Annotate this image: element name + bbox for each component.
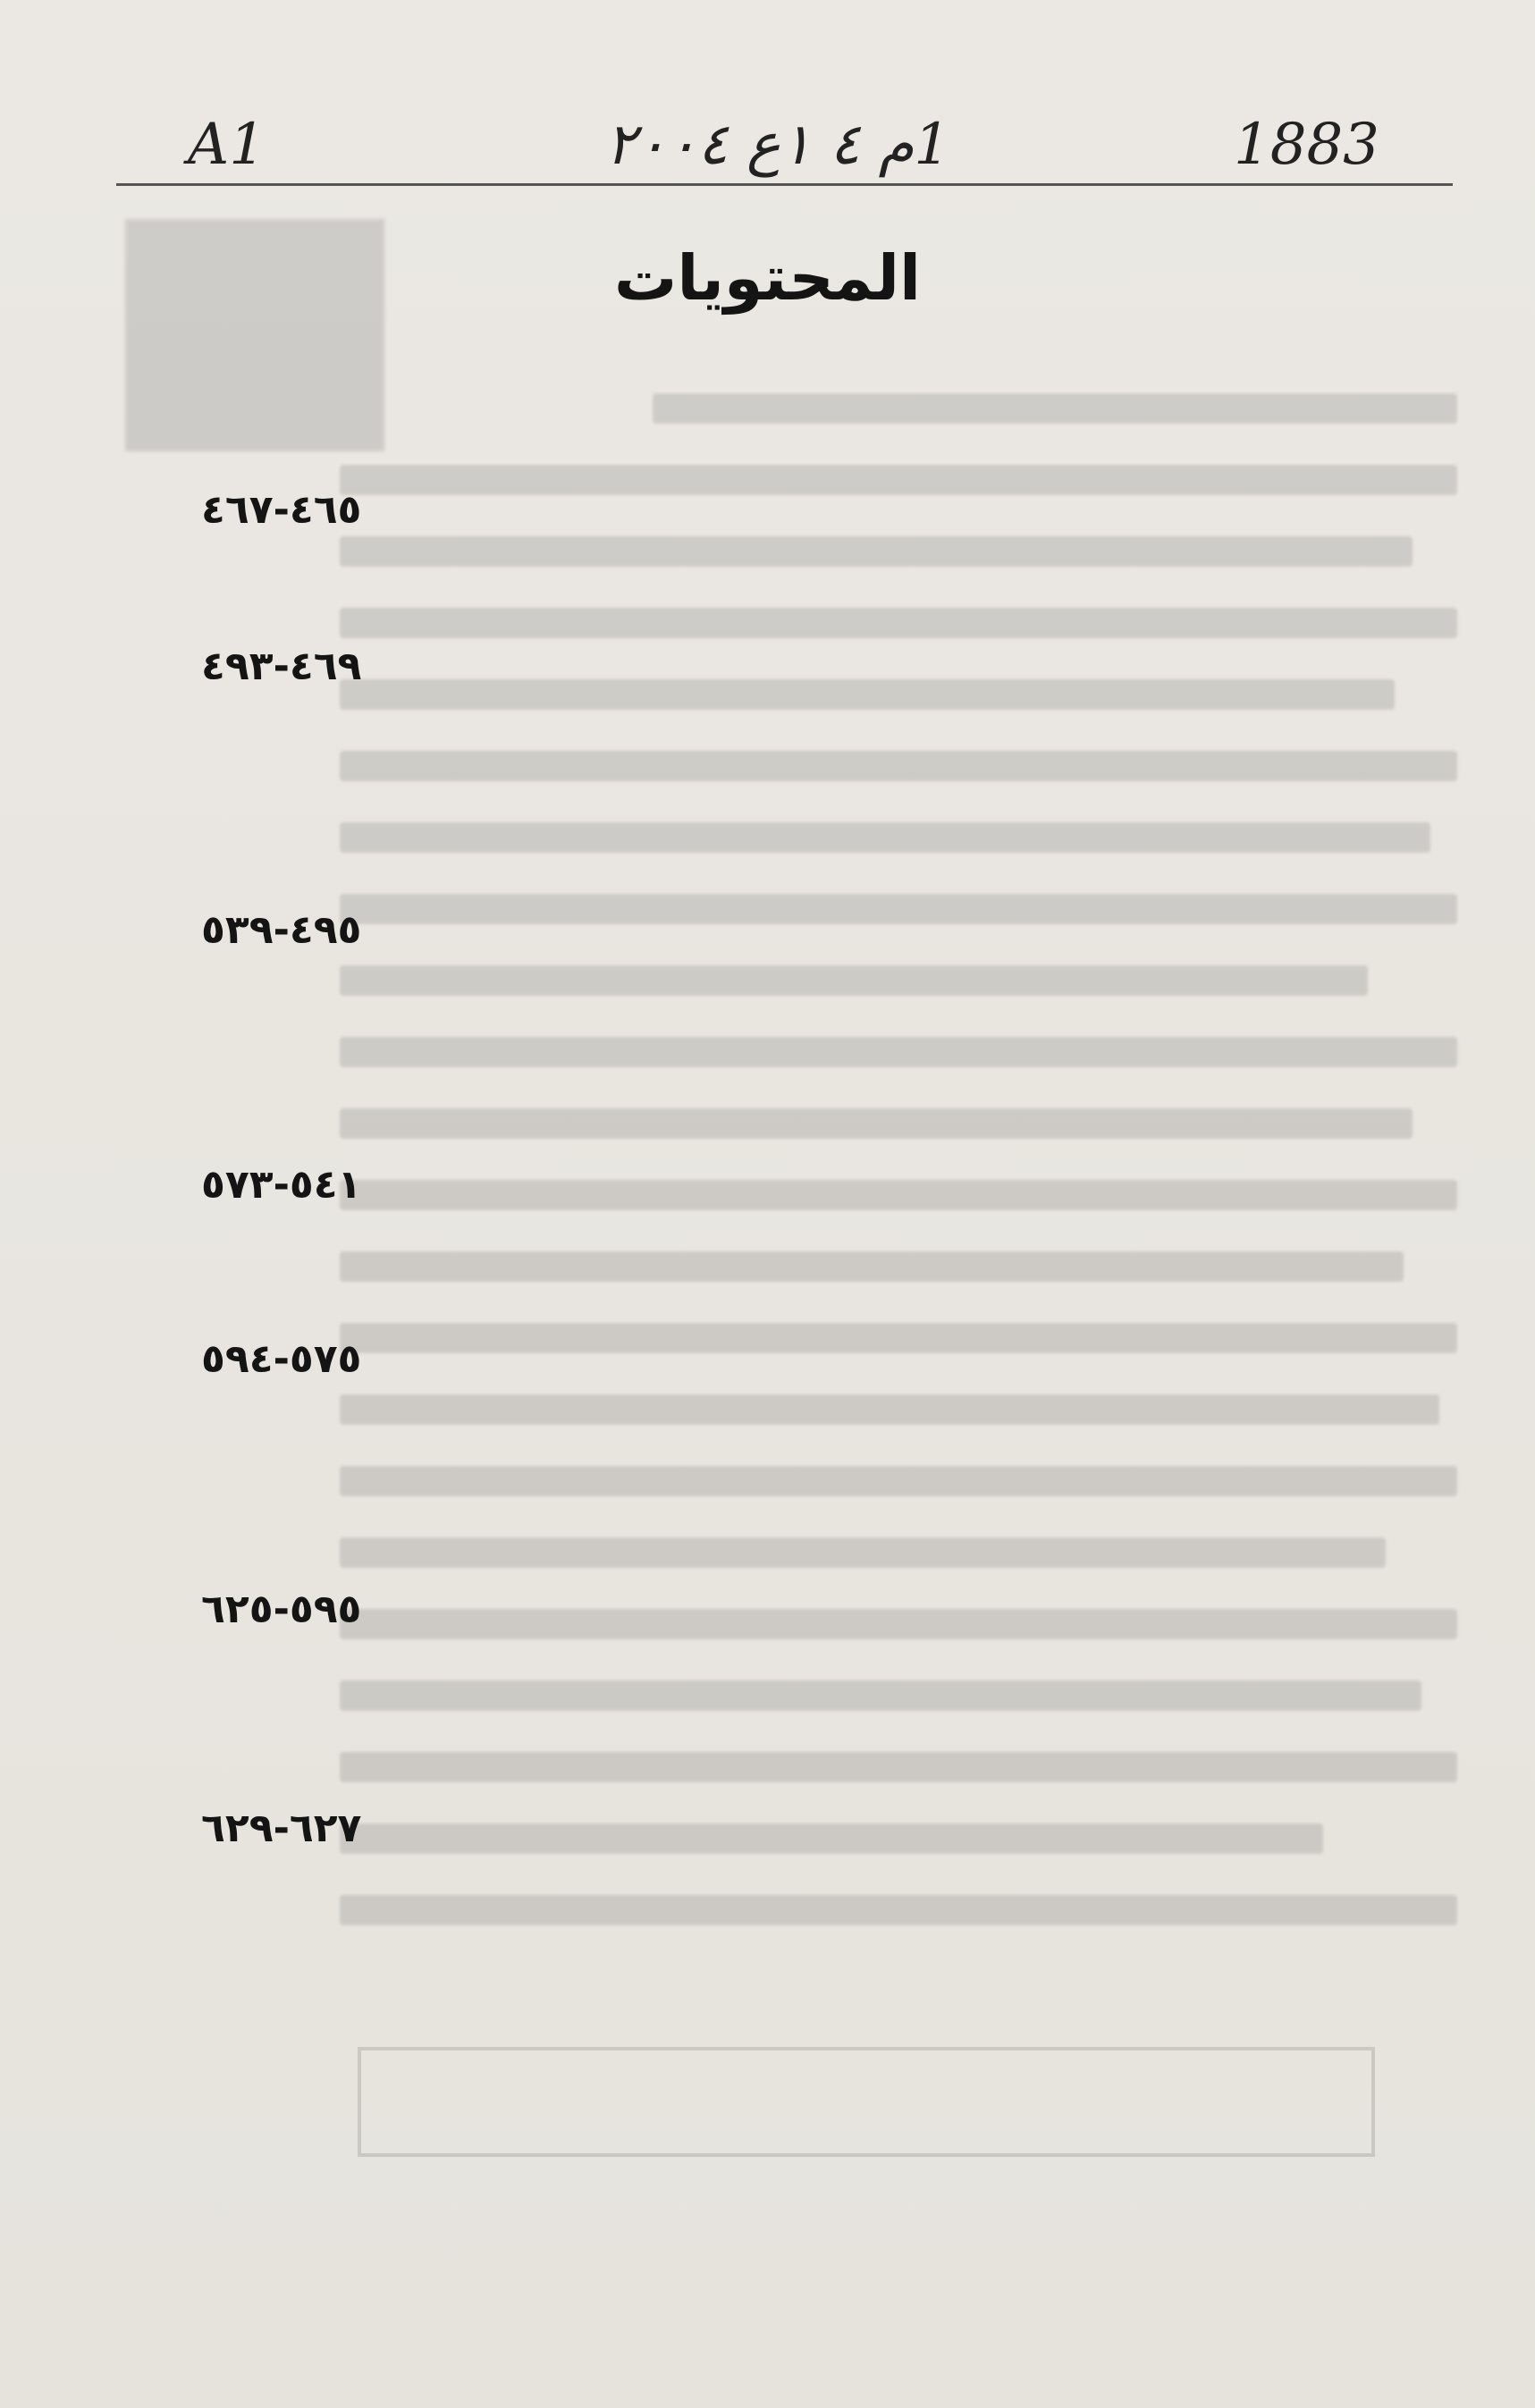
entry-pages: ٥٩٥-٦٢٥: [201, 1587, 362, 1632]
handwritten-left: A1: [188, 112, 266, 178]
entry-pages: ٤٩٥-٥٣٩: [201, 907, 362, 953]
handwritten-middle: 1م ٤ ١ع ٢٠٠٤: [605, 112, 950, 178]
entry-pages: ٦٢٧-٦٢٩: [201, 1806, 362, 1851]
entry-pages: ٥٤١-٥٧٣: [201, 1162, 362, 1208]
entry-pages: ٤٦٥-٤٦٧: [201, 487, 362, 533]
entry-pages: ٥٧٥-٥٩٤: [201, 1336, 362, 1382]
handwritten-right: 1883: [1234, 112, 1379, 178]
entry-pages: ٤٦٩-٤٩٣: [201, 644, 362, 689]
page-title: المحتويات: [613, 241, 922, 315]
